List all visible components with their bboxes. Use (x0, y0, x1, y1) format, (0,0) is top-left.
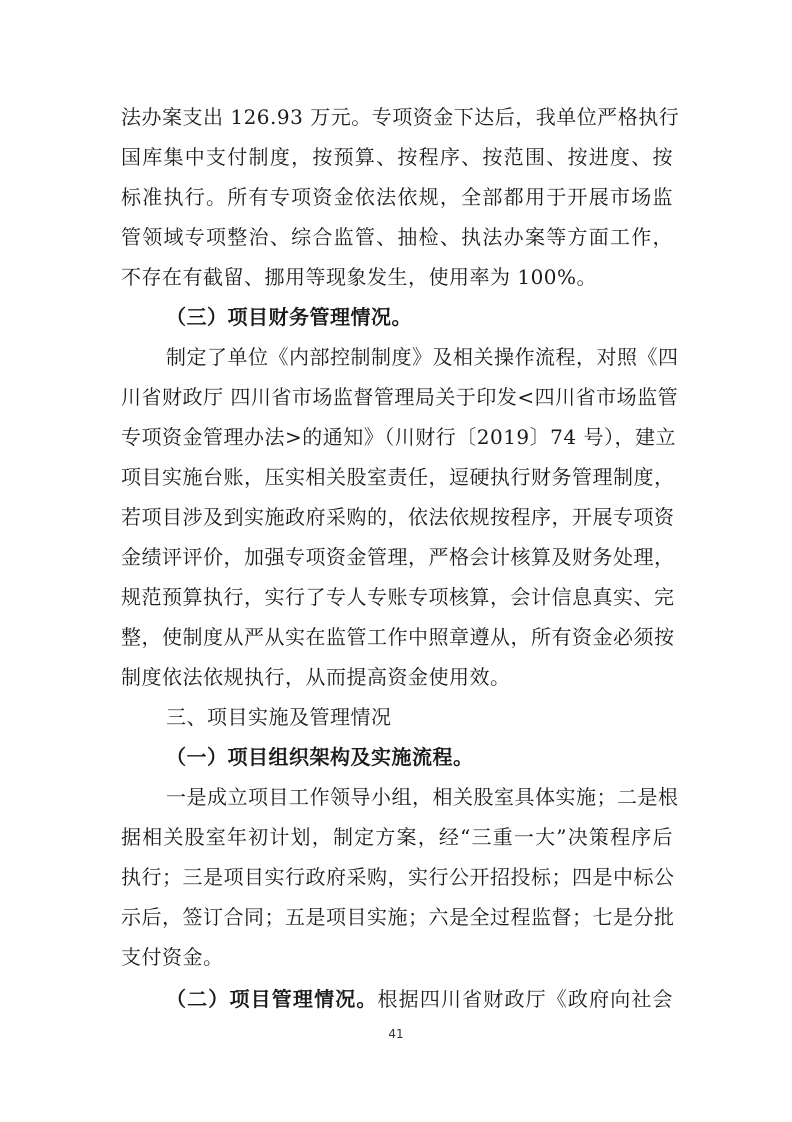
subheading-organization: （一）项目组织架构及实施流程。 (166, 745, 474, 769)
paragraph-2-line-4: 项目实施台账，压实相关股室责任，逗硬执行财务管理制度， (121, 465, 675, 489)
paragraph-3-line-1: 一是成立项目工作领导小组，相关股室具体实施；二是根 (166, 785, 679, 809)
paragraph-3-line-3: 执行；三是项目实行政府采购，实行公开招投标；四是中标公 (121, 865, 675, 889)
section-heading-implementation: 三、项目实施及管理情况 (166, 705, 392, 729)
paragraph-1-line-1: 法办案支出 126.93 万元。专项资金下达后，我单位严格执行 (121, 105, 680, 129)
paragraph-2-line-7: 规范预算执行，实行了专人专账专项核算，会计信息真实、完 (121, 585, 675, 609)
page-number: 41 (388, 1027, 404, 1041)
paragraph-3-line-4: 示后，签订合同；五是项目实施；六是全过程监督；七是分批 (121, 905, 675, 929)
paragraph-2-line-3: 专项资金管理办法>的通知》（川财行〔2019〕74 号），建立 (121, 425, 676, 449)
paragraph-2-line-2: 川省财政厅 四川省市场监督管理局关于印发<四川省市场监管 (121, 385, 679, 409)
subheading-financial-management: （三）项目财务管理情况。 (166, 305, 412, 329)
paragraph-1-line-3: 标准执行。所有专项资金依法依规，全部都用于开展市场监 (121, 185, 673, 209)
paragraph-4-line-1 (166, 985, 673, 1013)
paragraph-2-line-1: 制定了单位《内部控制制度》及相关操作流程，对照《四 (166, 345, 679, 369)
paragraph-2-line-9: 制度依法依规执行，从而提高资金使用效。 (121, 665, 511, 689)
paragraph-1-line-5: 不存在有截留、挪用等现象发生，使用率为 100%。 (121, 265, 598, 289)
paragraph-1-line-4: 管领域专项整治、综合监管、抽检、执法办案等方面工作， (121, 225, 673, 249)
paragraph-4-text: 根据四川省财政厅《政府向社会 (377, 987, 674, 1011)
subheading-project-management: （二）项目管理情况。 (166, 987, 378, 1011)
paragraph-3-line-5: 支付资金。 (121, 945, 224, 969)
paragraph-3-line-2: 据相关股室年初计划，制定方案，经“三重一大”决策程序后 (121, 825, 673, 849)
paragraph-2-line-8: 整，使制度从严从实在监管工作中照章遵从，所有资金必须按 (121, 625, 675, 649)
paragraph-1-line-2: 国库集中支付制度，按预算、按程序、按范围、按进度、按 (121, 145, 673, 169)
paragraph-2-line-6: 金绩评评价，加强专项资金管理，严格会计核算及财务处理， (121, 545, 675, 569)
paragraph-2-line-5: 若项目涉及到实施政府采购的，依法依规按程序，开展专项资 (121, 505, 675, 529)
